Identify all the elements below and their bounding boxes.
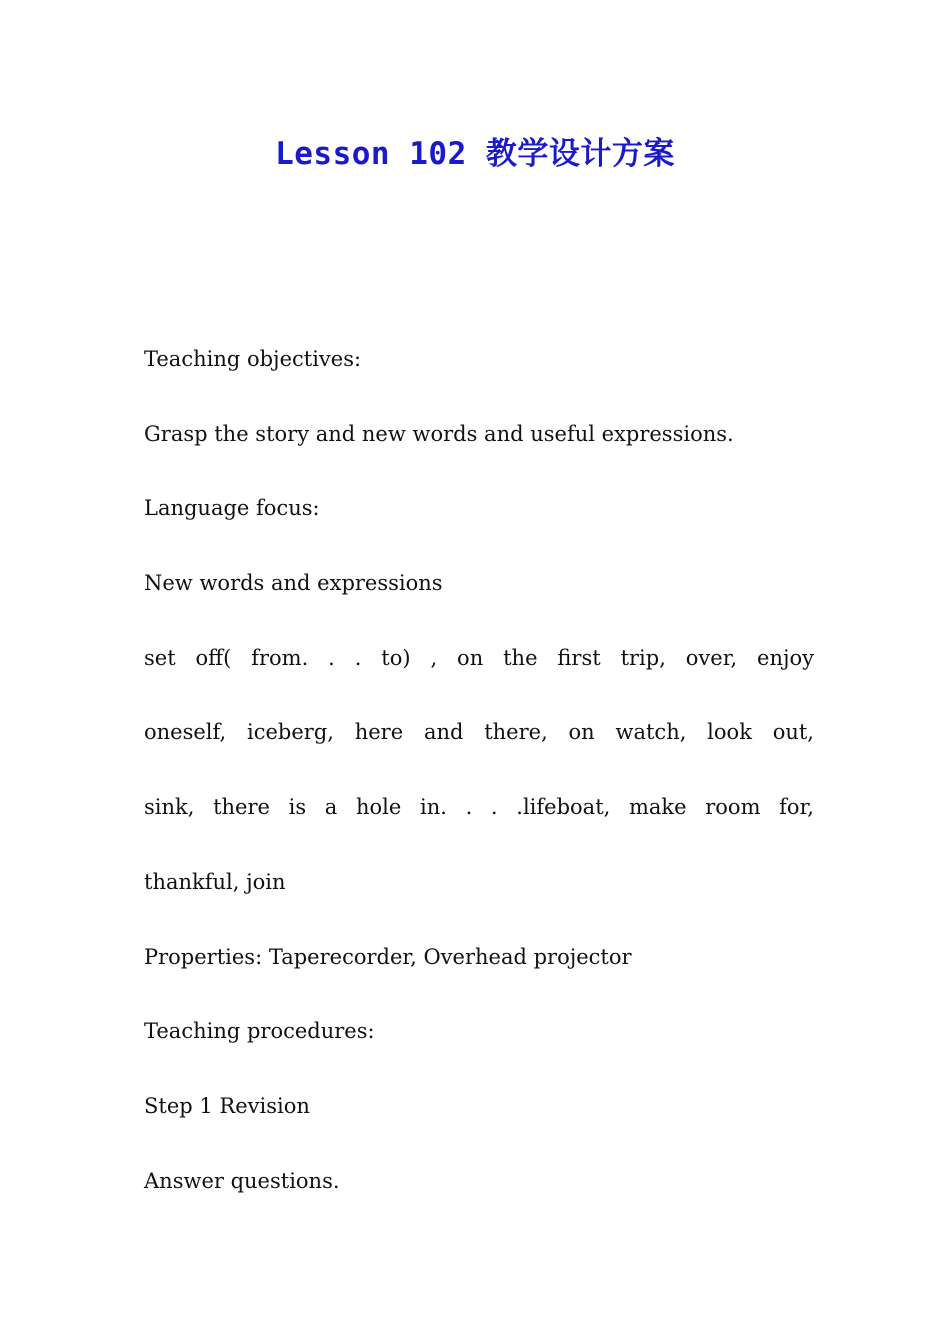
line-vocabulary-4: thankful, join [144,869,286,894]
line-objectives-text: Grasp the story and new words and useful expressions. [144,421,734,446]
document-title: Lesson 102 教学设计方案 [275,136,675,172]
line-language-focus-heading: Language focus: [144,496,320,521]
line-teaching-procedures-heading: Teaching procedures: [144,1019,375,1044]
line-answer-questions: Answer questions. [144,1168,340,1193]
line-vocabulary-1: set off( from. . . to) , on the first trip, over, enjoy [144,645,814,670]
document-body [144,343,814,1239]
line-new-words-heading: New words and expressions [144,571,443,596]
line-step-1: Step 1 Revision [144,1093,310,1118]
line-properties: Properties: Taperecorder, Overhead projector [144,944,632,969]
line-vocabulary-2: oneself, iceberg, here and there, on watch, look out, [144,720,814,745]
line-vocabulary-3: sink, there is a hole in. . . .lifeboat, make room for, [144,795,814,820]
line-teaching-objectives-heading: Teaching objectives: [144,347,362,371]
